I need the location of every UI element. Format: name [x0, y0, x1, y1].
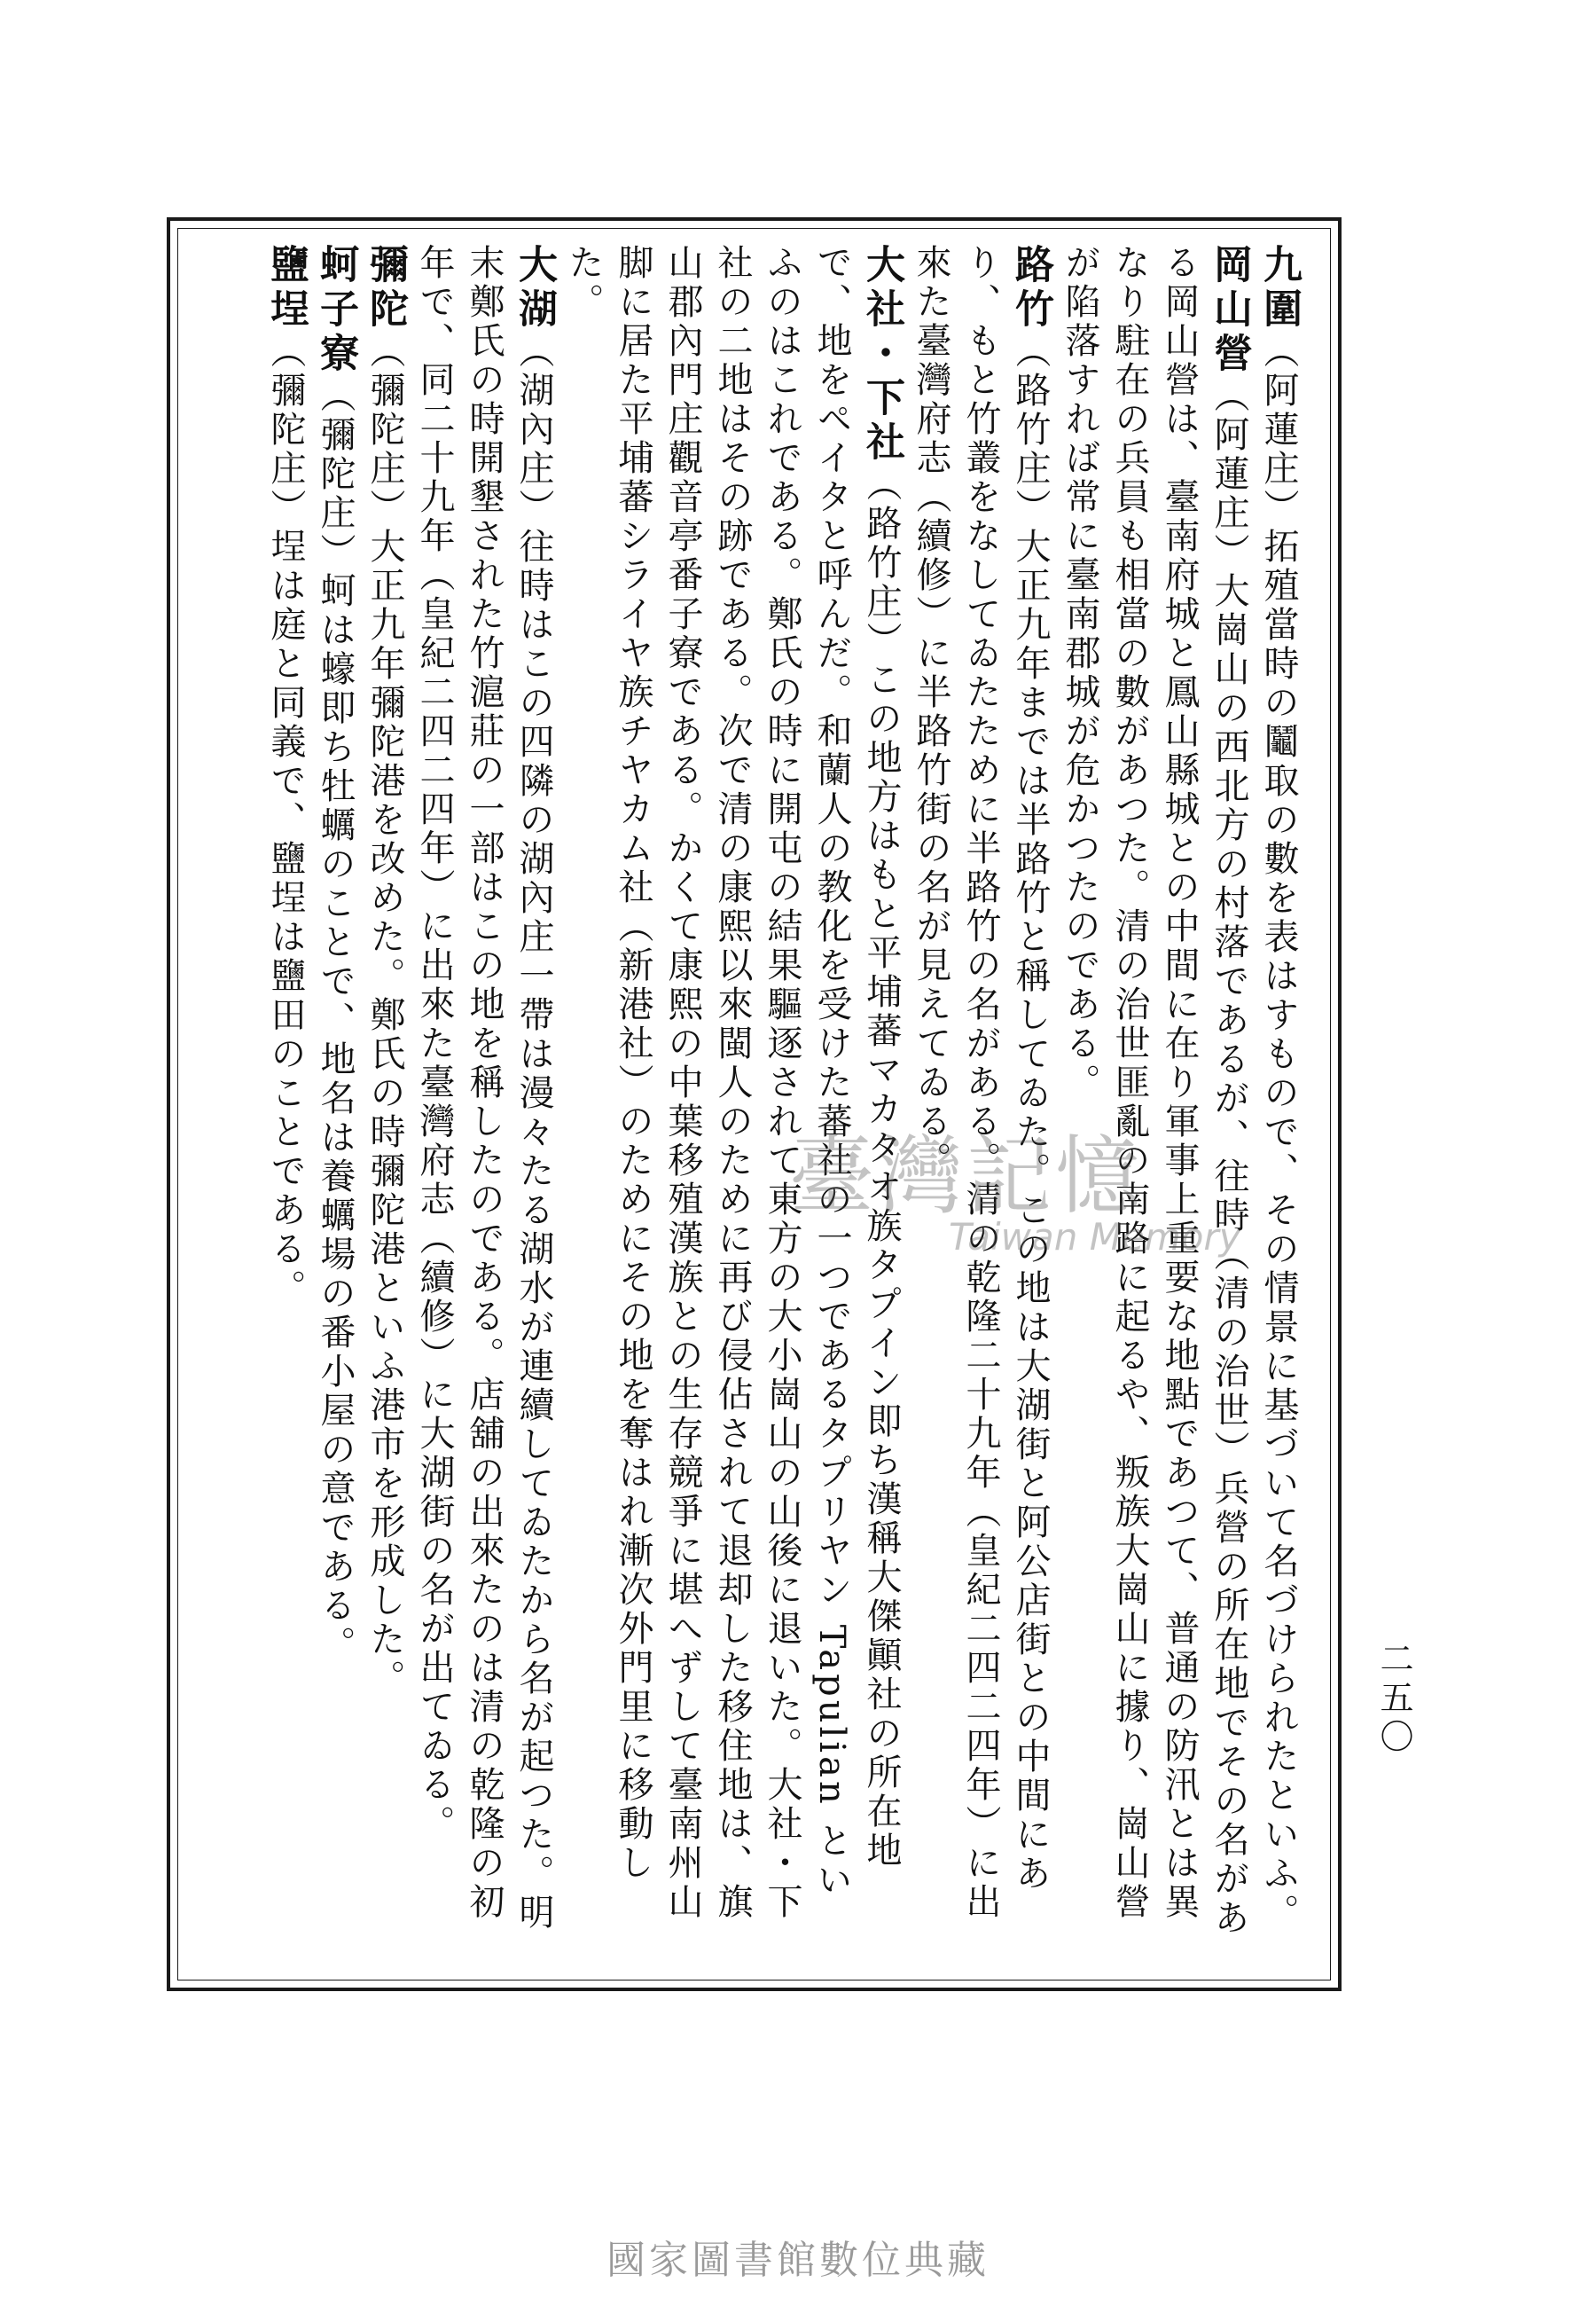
- entry-daiko: [410, 244, 559, 1938]
- page-number: 二五〇: [1374, 1641, 1413, 1758]
- watermark-en: Taiwan Memory: [949, 1215, 1241, 1259]
- entry-rochiku: [906, 244, 1055, 1938]
- entry-mida: [360, 244, 410, 1938]
- entry-headword: 岡山營: [1207, 244, 1252, 377]
- entry-body: （阿蓮庄）大崗山の西北方の村落であるが、往時（清の治世）兵營の所在地でその名がある岡山營は、臺南府城と鳳山縣城との中間に在り軍事上重要な地點であつて、普通の防汛とは異なり駐在の兵員も相當の數があつた。清の治世匪亂の南路に起るや、叛族大崗山に據り、崗山營が陷落すれば常に臺南郡城が危かつたのである。: [1060, 244, 1249, 1938]
- entry-body: （彌陀庄）大正九年彌陀港を改めた。鄭氏の時彌陀港といふ港市を形成した。: [364, 333, 405, 1698]
- entry-taisha-gesha: [559, 244, 906, 1938]
- entry-body: （路竹庄）この地方はもと平埔蕃マカタオ族タプイン即ち漢稱大傑顚社の所在地で、地をペイタと呼んだ。和蘭人の教化を受けた蕃社の一つであるタプリヤン Tapulian といふのはこれである。鄭氏の時に開屯の結果驅逐されて東方の大小崗山の山後に退いた。大社・下社の二地はその跡である。次で清の康熙以來閩人のために再び侵佔されて退却した移住地は、旗山郡內門庄觀音亭番子寮である。かくて康熙の中葉移殖漢族との生存競爭に堪へずして臺南州山脚に居た平埔蕃シライヤ族チヤカム社（新港社）のためにその地を奪はれ漸次外門里に移動した。: [563, 244, 902, 1922]
- entry-headword: 九圍: [1256, 244, 1302, 333]
- entry-body: （阿蓮庄）拓殖當時の鬮取の數を表はすもので、その情景に基づいて名づけられたといふ。: [1258, 333, 1299, 1933]
- entry-kyukan: [1254, 244, 1303, 1938]
- entry-body: （湖內庄）往時はこの四隣の湖內庄一帶は漫々たる湖水が連續してゐたから名が起つた。明末鄭氏の時開墾された竹滬莊の一部はこの地を稱したのである。店舖の出來たのは清の乾隆の初年で、同二十九年（皇紀二四二四年）に出來た臺灣府志（續修）に大湖街の名が出てゐる。: [414, 244, 554, 1933]
- watermark-cjk: 臺灣記憶: [789, 1126, 1144, 1226]
- entry-headword: 大社・下社: [859, 244, 904, 466]
- entry-kashiryo: [310, 244, 360, 1938]
- entry-body: （彌陀庄）蚵は蠔即ち牡蠣のことで、地名は養蠣場の番小屋の意である。: [315, 377, 356, 1665]
- entry-entei: [261, 244, 310, 1938]
- entry-headword: 大湖: [512, 244, 557, 333]
- entry-headword: 鹽埕: [263, 244, 309, 333]
- entry-okayamaei: [1055, 244, 1254, 1938]
- entry-body: （彌陀庄）埕は庭と同義で、鹽埕は鹽田のことである。: [265, 333, 306, 1308]
- entry-body: （路竹庄）大正九年までは半路竹と稱してゐた。この地は大湖街と阿公店街との中間にあり、もと竹叢をなしてゐたために半路竹の名がある。清の乾隆二十九年（皇紀二四二四年）に出來た臺灣府志（續修）に半路竹街の名が見えてゐる。: [911, 244, 1051, 1922]
- entry-headword: 彌陀: [363, 244, 408, 333]
- vertical-text-block: [204, 244, 1303, 1938]
- library-credit: 國家圖書館數位典藏: [606, 2238, 990, 2283]
- entry-headword: 路竹: [1008, 244, 1053, 333]
- entry-headword: 蚵子寮: [313, 244, 358, 377]
